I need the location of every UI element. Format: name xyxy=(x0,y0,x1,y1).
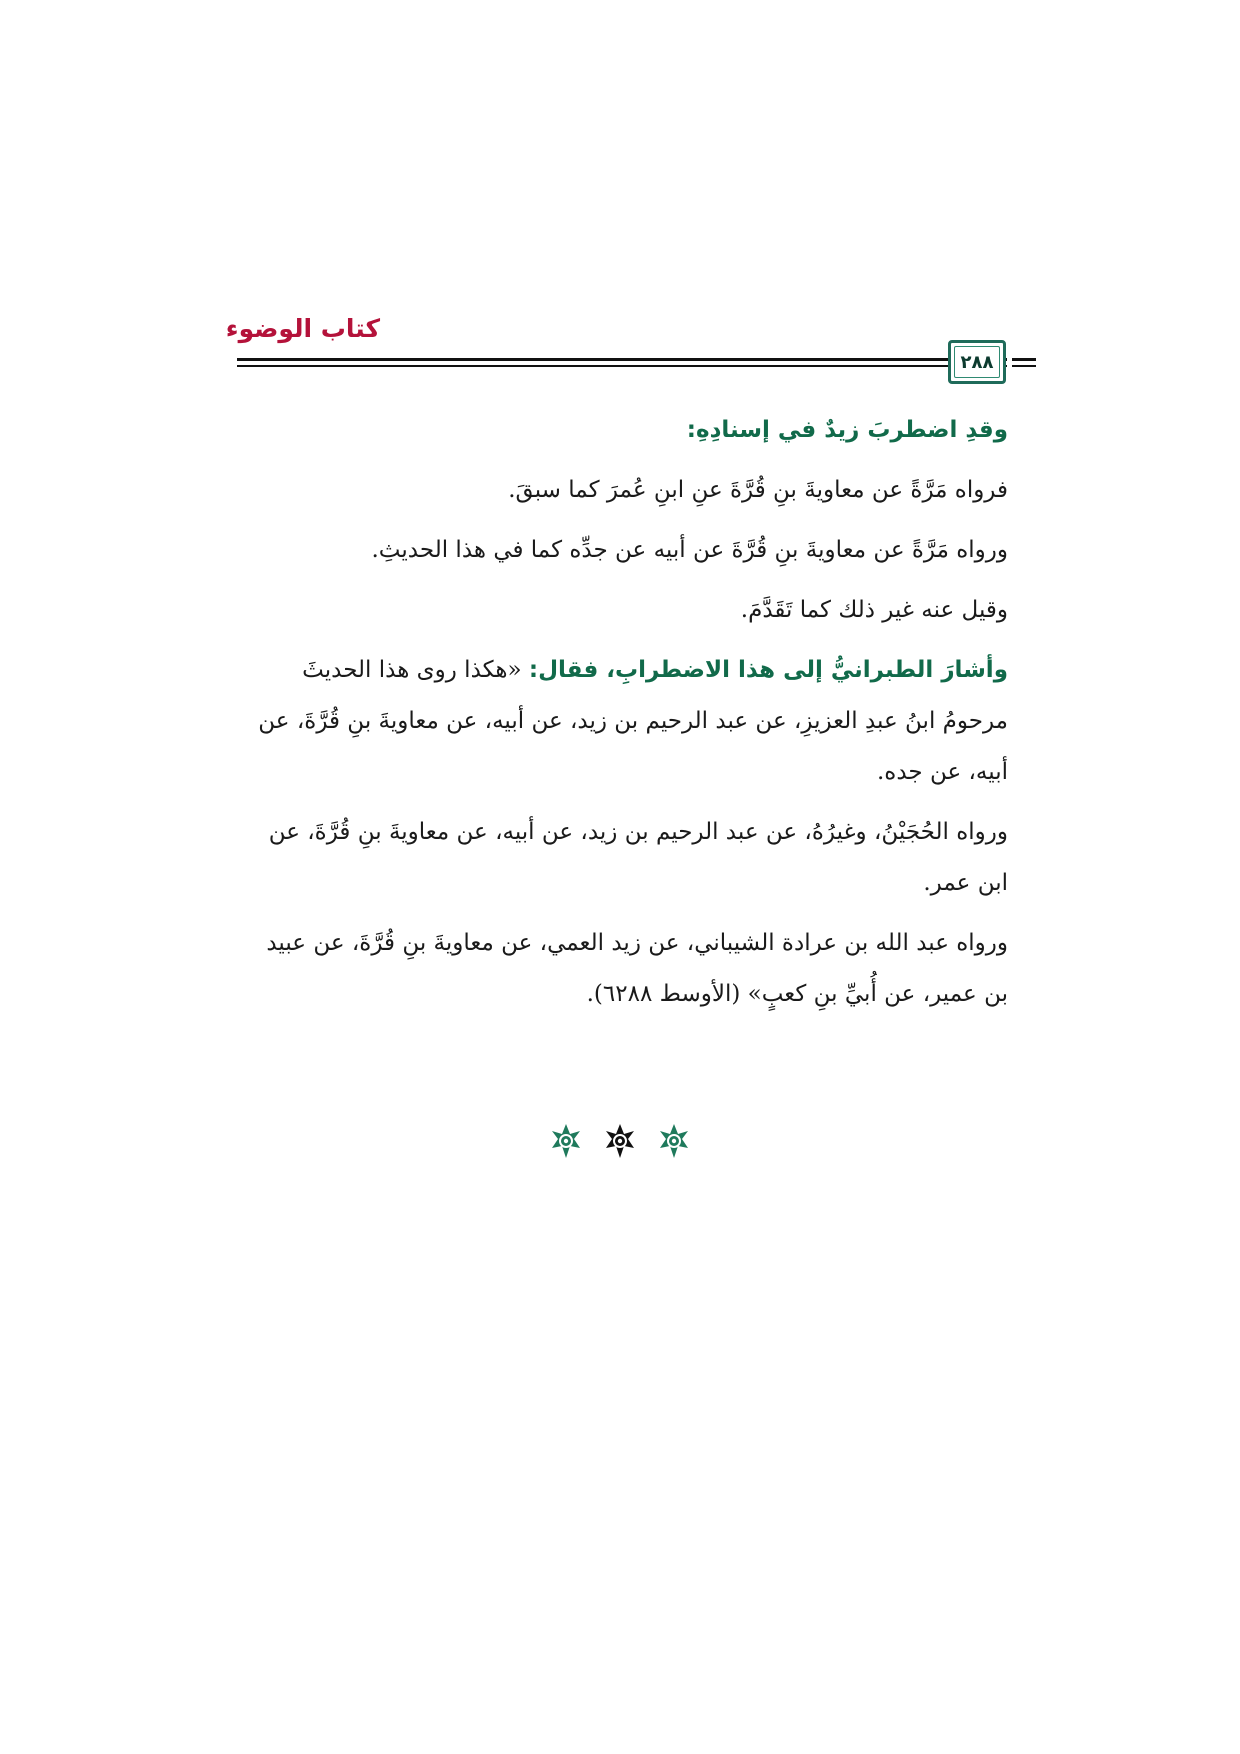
header-rule-tail xyxy=(1012,358,1036,368)
ornament-flower-icon xyxy=(602,1123,638,1159)
ornament-flower-icon xyxy=(656,1123,692,1159)
section-heading: وقدِ اضطربَ زيدٌ في إسنادِهِ: xyxy=(686,417,1008,443)
paragraph: وقيل عنه غير ذلك كما تَقَدَّمَ. xyxy=(740,597,1008,623)
page-number-frame xyxy=(948,340,1006,384)
paragraph xyxy=(236,645,1008,798)
paragraph: ورواه عبد الله بن عرادة الشيباني، عن زيد العمي، عن معاويةَ بنِ قُرَّةَ، عن عبيد بن عمير، عن أُبيِّ بنِ كعبٍ» (الأوسط ٦٢٨٨). xyxy=(266,930,1008,1007)
book-title: كتاب الوضوء xyxy=(225,314,380,343)
paragraph-text: «هكذا روى هذا الحديثَ مرحومُ ابنُ عبدِ العزيزِ، عن عبد الرحيم بن زيد، عن أبيه، عن معاويةَ بنِ قُرَّةَ، عن أبيه، عن جده. xyxy=(258,657,1008,785)
ornament-flower-icon xyxy=(548,1123,584,1159)
section-end-ornaments xyxy=(520,1123,720,1163)
page-number: ٢٨٨ xyxy=(960,351,994,373)
paragraph: ورواه مَرَّةً عن معاويةَ بنِ قُرَّةَ عن أبيه عن جدِّه كما في هذا الحديثِ. xyxy=(371,537,1008,563)
paragraph: ورواه الحُجَيْنُ، وغيرُهُ، عن عبد الرحيم بن زيد، عن أبيه، عن معاويةَ بنِ قُرَّةَ، عن ابن عمر. xyxy=(268,819,1008,896)
header-rule xyxy=(237,358,1007,368)
main-text xyxy=(236,405,1008,1029)
paragraph: فرواه مَرَّةً عن معاويةَ بنِ قُرَّةَ عنِ ابنِ عُمرَ كما سبقَ. xyxy=(508,477,1008,503)
paragraph-lead: وأشارَ الطبرانيُّ إلى هذا الاضطرابِ، فقال: xyxy=(528,657,1008,683)
